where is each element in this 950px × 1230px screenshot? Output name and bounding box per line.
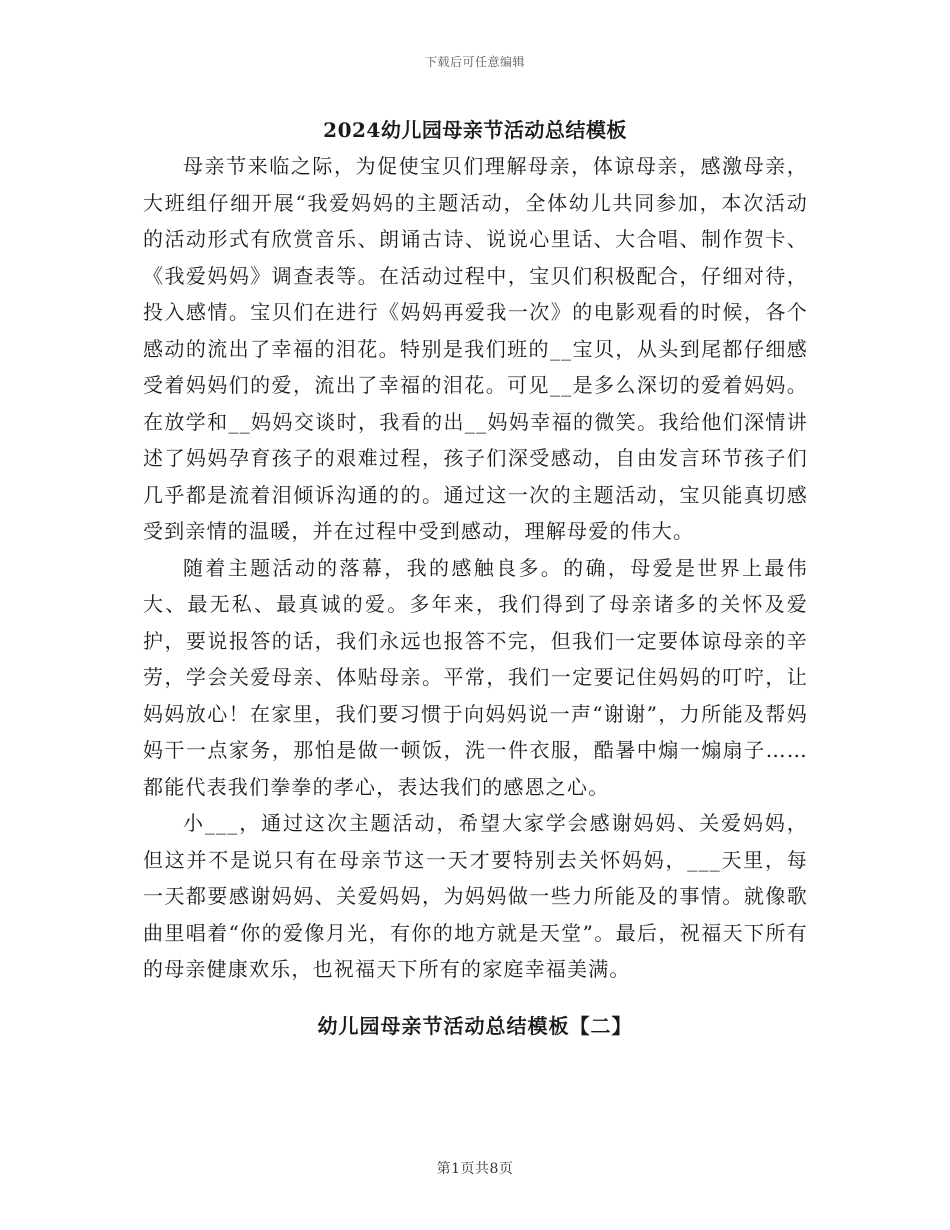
section-title: 幼儿园母亲节活动总结模板【二】 xyxy=(317,1014,633,1038)
paragraph-3: 小___，通过这次主题活动，希望大家学会感谢妈妈、关爱妈妈，但这并不是说只有在母亲节这一天才要特别去关怀妈妈，___天里，每一天都要感谢妈妈、关爱妈妈，为妈妈做一些力所能及的事情。就像歌曲里唱着“你的爱像月光，有你的地方就是天堂”。最后，祝福天下所有的母亲健康欢乐，也祝福天下所有的家庭幸福美满。 xyxy=(143,811,808,981)
paragraph-2: 随着主题活动的落幕，我的感触良多。的确，母爱是世界上最伟大、最无私、最真诚的爱。多年来，我们得到了母亲诸多的关怀及爱护，要说报答的话，我们永远也报答不完，但我们一定要体谅母亲的辛劳，学会关爱母亲、体贴母亲。平常，我们一定要记住妈妈的叮咛，让妈妈放心！在家里，我们要习惯于向妈妈说一声“谢谢”，力所能及帮妈妈干一点家务，那怕是做一顿饭，洗一件衣服，酷暑中煽一煽扇子……都能代表我们拳拳的孝心，表达我们的感恩之心。 xyxy=(143,555,808,799)
document-title: 2024幼儿园母亲节活动总结模板 xyxy=(323,118,627,142)
page-number: 第1页共8页 xyxy=(436,1161,514,1177)
header-note: 下载后可任意编辑 xyxy=(424,55,525,69)
document-body xyxy=(143,148,808,988)
paragraph-1: 母亲节来临之际，为促使宝贝们理解母亲，体谅母亲，感激母亲，大班组仔细开展“我爱妈妈的主题活动，全体幼儿共同参加，本次活动的活动形式有欣赏音乐、朗诵古诗、说说心里话、大合唱、制作贺卡、《我爱妈妈》调查表等。在活动过程中，宝贝们积极配合，仔细对待，投入感情。宝贝们在进行《妈妈再爱我一次》的电影观看的时候，各个感动的流出了幸福的泪花。特别是我们班的__宝贝，从头到尾都仔细感受着妈妈们的爱，流出了幸福的泪花。可见__是多么深切的爱着妈妈。在放学和__妈妈交谈时，我看的出__妈妈幸福的微笑。我给他们深情讲述了妈妈孕育孩子的艰难过程，孩子们深受感动，自由发言环节孩子们几乎都是流着泪倾诉沟通的的。通过这一次的主题活动，宝贝能真切感受到亲情的温暖，并在过程中受到感动，理解母爱的伟大。 xyxy=(143,154,808,543)
